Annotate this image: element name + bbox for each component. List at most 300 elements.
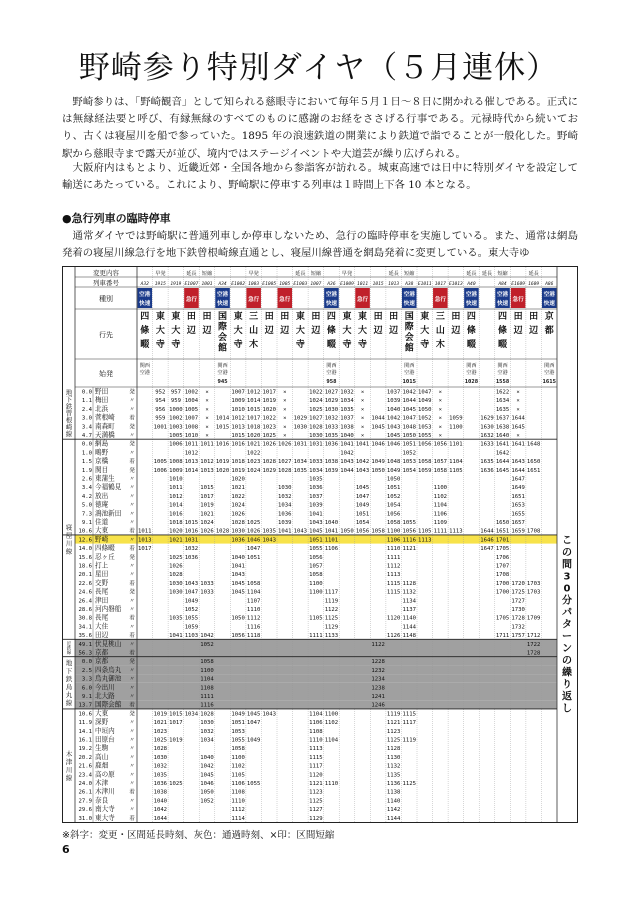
- time-cell: ×: [438, 433, 443, 439]
- time-cell: 1035: [324, 433, 339, 439]
- page-number: 6: [62, 843, 70, 856]
- time-cell: 1022: [246, 450, 261, 457]
- origin-time: 1015: [402, 379, 416, 385]
- pattern-note-char: 間: [562, 559, 572, 571]
- station-code: 着: [129, 633, 135, 640]
- station-km: 1.9: [81, 467, 92, 474]
- time-cell: 1125: [386, 737, 401, 744]
- destination-char: 大: [171, 326, 181, 336]
- station-name: 中垣内: [95, 726, 115, 735]
- time-cell: 1007: [231, 389, 245, 396]
- time-cell: 1040: [153, 798, 168, 805]
- destination-char: 辺: [529, 326, 539, 336]
- time-cell: 1050: [340, 528, 354, 535]
- destination-char: 田: [529, 312, 539, 322]
- station-name: 忍ヶ丘: [95, 552, 115, 561]
- time-cell: 1025: [169, 781, 183, 787]
- change-label: 短縮: [497, 271, 508, 277]
- time-cell: 1757: [511, 633, 525, 640]
- destination-char: 辺: [389, 326, 399, 336]
- train-type-label: 急行: [279, 297, 291, 303]
- station-code: 〃: [129, 694, 135, 700]
- time-cell: 1119: [386, 711, 401, 718]
- time-cell: 1123: [309, 789, 323, 796]
- time-cell: 1028: [153, 746, 168, 753]
- time-cell: 1044: [153, 815, 168, 822]
- time-cell: 1014: [184, 467, 199, 474]
- time-cell: 1110: [246, 607, 261, 613]
- time-cell: 1632: [480, 433, 494, 439]
- time-cell: 1014: [246, 398, 261, 405]
- time-cell: 1028: [262, 459, 276, 466]
- time-cell: 1108: [309, 728, 323, 735]
- time-cell: 1040: [200, 754, 214, 761]
- train-number: 1007: [310, 282, 322, 287]
- time-cell: 1031: [184, 537, 199, 544]
- section-label-char: 木: [65, 749, 73, 758]
- origin-label: 関西: [497, 363, 508, 369]
- time-cell: 1056: [418, 441, 432, 448]
- destination-char: 際: [218, 322, 228, 333]
- time-cell: 1011: [169, 485, 183, 492]
- time-cell: 959: [170, 398, 181, 405]
- train-number: A40: [467, 282, 476, 287]
- station-km: 10.6: [78, 711, 92, 718]
- pattern-note-char: 0: [563, 583, 571, 595]
- time-cell: 1630: [480, 424, 494, 431]
- time-cell: 1105: [231, 772, 245, 779]
- time-cell: 1045: [231, 580, 245, 587]
- time-cell: ×: [438, 424, 443, 431]
- time-cell: 1037: [386, 389, 401, 396]
- time-cell: 1121: [402, 546, 416, 553]
- gray-row: [75, 674, 557, 683]
- time-cell: 1104: [246, 589, 261, 596]
- train-number: A36: [327, 282, 336, 287]
- time-cell: 1012: [184, 450, 199, 457]
- time-cell: 1649: [511, 485, 525, 492]
- section-label-char: 近: [66, 641, 72, 647]
- time-cell: 1135: [386, 772, 401, 779]
- time-cell: 1039: [324, 467, 339, 474]
- origin-label: 関西: [466, 363, 477, 369]
- pattern-note-char: こ: [562, 535, 572, 547]
- time-cell: 1026: [262, 441, 276, 448]
- time-cell: 1047: [402, 415, 416, 422]
- time-cell: 1010: [184, 433, 199, 439]
- time-cell: 1116: [246, 624, 261, 631]
- time-cell: 1032: [153, 763, 168, 770]
- station-km: 20.1: [78, 572, 92, 579]
- time-cell: 1042: [340, 450, 354, 457]
- time-cell: 1051: [355, 511, 370, 518]
- time-cell: 1040: [340, 433, 354, 439]
- station-km: 31.0: [78, 815, 92, 822]
- time-cell: 1036: [324, 441, 339, 448]
- destination-char: 辺: [311, 326, 321, 336]
- time-cell: 1058: [433, 467, 448, 474]
- train-number: A84: [498, 282, 507, 287]
- time-cell: 1122: [371, 641, 385, 648]
- time-cell: 1042: [200, 763, 214, 770]
- section-label-char: 寝: [65, 523, 73, 532]
- station-code: 〃: [129, 798, 135, 805]
- time-cell: 1059: [449, 415, 463, 422]
- station-km: 1.0: [81, 450, 92, 457]
- time-cell: 952: [155, 389, 166, 396]
- destination-char: 辺: [264, 326, 274, 336]
- station-code: 〃: [129, 746, 135, 753]
- train-number: 1013: [388, 282, 400, 287]
- time-cell: 1644: [480, 528, 494, 535]
- station-code: 発: [129, 441, 135, 448]
- time-cell: 1052: [402, 450, 416, 457]
- time-cell: 1641: [495, 441, 510, 448]
- time-cell: 1650: [495, 520, 510, 526]
- section-label-char: 線: [65, 773, 73, 782]
- time-cell: 1104: [324, 737, 339, 744]
- time-cell: 1703: [526, 589, 541, 596]
- station-code: 着: [129, 650, 135, 657]
- station-km: 18.6: [78, 563, 92, 570]
- station-name: 北大路: [95, 692, 115, 700]
- station-km: 34.1: [78, 624, 92, 631]
- time-cell: 1019: [262, 398, 276, 405]
- time-cell: 1034: [293, 459, 308, 466]
- train-type-label: 急行: [248, 297, 260, 303]
- time-cell: ×: [283, 433, 287, 439]
- time-cell: 1651: [526, 467, 541, 474]
- time-cell: 1025: [169, 554, 183, 561]
- time-cell: 1105: [418, 528, 432, 535]
- destination-char: 寺: [420, 340, 430, 350]
- time-cell: 1027: [324, 389, 339, 396]
- time-cell: 1705: [495, 615, 510, 622]
- pattern-note-char: 返: [562, 691, 572, 703]
- time-cell: 1010: [231, 406, 245, 413]
- time-cell: 1140: [386, 798, 401, 805]
- time-cell: ×: [360, 389, 365, 396]
- destination-char: 畷: [466, 340, 476, 350]
- time-cell: 1032: [340, 389, 354, 396]
- station-km: 11.9: [78, 720, 92, 727]
- time-cell: 1651: [511, 493, 525, 500]
- time-cell: 1136: [386, 781, 401, 787]
- time-cell: 1015: [231, 433, 245, 439]
- time-cell: 1645: [511, 424, 525, 431]
- time-cell: 1033: [200, 580, 214, 587]
- time-cell: 1047: [418, 389, 432, 396]
- station-name: 野崎: [95, 535, 109, 544]
- time-cell: 1050: [231, 615, 245, 622]
- time-cell: 1046: [200, 781, 214, 787]
- time-cell: 1045: [402, 406, 416, 413]
- time-cell: 1012: [169, 493, 183, 500]
- time-cell: 1034: [200, 737, 214, 744]
- time-cell: 1034: [340, 398, 354, 405]
- train-number: 1001: [201, 282, 213, 287]
- station-code: 〃: [129, 641, 135, 648]
- time-cell: 1050: [418, 406, 432, 413]
- destination-char: 畷: [326, 340, 336, 350]
- origin-time: 958: [326, 379, 337, 385]
- section-label-char: 地: [65, 388, 73, 397]
- time-cell: 1041: [231, 563, 245, 570]
- time-cell: 1045: [309, 528, 323, 535]
- destination-char: 東: [342, 312, 352, 322]
- station-name: 鴻池新田: [95, 509, 122, 518]
- station-code: 〃: [129, 493, 135, 500]
- section-label-char: 線: [65, 429, 73, 438]
- station-name: 天満橋: [95, 431, 115, 439]
- section-label-char: 曽: [65, 409, 73, 418]
- time-cell: 1629: [480, 415, 494, 422]
- destination-char: 田: [264, 312, 274, 322]
- destination-char: 田: [186, 312, 196, 322]
- time-cell: 1050: [371, 467, 385, 474]
- station-name: 東大寺: [95, 813, 115, 822]
- section-label-char: 鉄: [65, 675, 73, 684]
- time-cell: 1024: [246, 467, 261, 474]
- time-cell: 1056: [433, 441, 448, 448]
- time-cell: 1105: [309, 615, 323, 622]
- station-code: 発: [129, 711, 135, 718]
- station-name: 京橋: [95, 457, 109, 466]
- destination-char: 寺: [358, 340, 368, 350]
- destination-char: 四: [326, 312, 336, 322]
- time-cell: 1118: [246, 633, 261, 640]
- destination-char: 山: [249, 326, 259, 336]
- station-name: 四條畷: [95, 544, 115, 553]
- time-cell: 1117: [402, 720, 416, 727]
- time-cell: 1125: [324, 615, 339, 622]
- time-cell: 1025: [153, 737, 168, 744]
- time-cell: 1054: [386, 502, 401, 509]
- train-type-label: 急行: [512, 297, 524, 303]
- time-cell: 1019: [200, 502, 214, 509]
- time-cell: 1030: [309, 433, 323, 439]
- time-cell: 1116: [402, 537, 416, 544]
- time-cell: 1144: [386, 815, 401, 822]
- time-cell: 1028: [200, 711, 214, 718]
- train-type-label: 快速: [216, 301, 229, 307]
- time-cell: 1032: [324, 415, 339, 422]
- station-name: 大東: [95, 709, 109, 718]
- time-cell: ×: [205, 389, 209, 396]
- time-cell: 1036: [309, 485, 323, 492]
- page-title: 野崎参り特別ダイヤ（５月連休）: [78, 50, 559, 86]
- train-number: 1919: [170, 282, 182, 287]
- station-km: 0.0: [81, 441, 92, 448]
- station-km: 7.3: [81, 511, 92, 518]
- time-cell: 1051: [231, 720, 245, 727]
- time-cell: 1638: [495, 424, 510, 431]
- time-cell: 1104: [433, 502, 448, 509]
- destination-char: 寺: [155, 340, 165, 350]
- section-paragraph: 通常ダイヤでは野崎駅に普通列車しか停車しないため、急行の臨時停車を実施している。また、通常は網島発着の寝屋川線急行を地下鉄曾根崎線直通とし、寝屋川線普通を網島発着に変更している。東大寺ゆ: [62, 230, 578, 260]
- time-cell: 1049: [386, 467, 401, 474]
- time-cell: 1007: [184, 415, 199, 422]
- time-cell: 1043: [231, 572, 245, 579]
- change-label: 早発: [341, 271, 353, 277]
- time-cell: 1633: [480, 441, 494, 448]
- time-cell: 1047: [355, 493, 370, 500]
- time-cell: 1048: [386, 459, 401, 466]
- station-code: 〃: [129, 511, 135, 518]
- station-km: 14.0: [78, 546, 92, 553]
- time-cell: 1042: [153, 807, 168, 814]
- time-cell: 1054: [402, 467, 416, 474]
- train-type-label: 快速: [465, 301, 478, 307]
- time-cell: 1032: [278, 493, 292, 500]
- destination-char: 会: [404, 333, 414, 343]
- time-cell: 1036: [278, 511, 292, 518]
- time-cell: 1707: [495, 563, 510, 570]
- destination-char: 東: [233, 312, 243, 322]
- station-km: 26.4: [78, 598, 92, 605]
- origin-label: 空港: [466, 370, 477, 376]
- destination-char: 田: [311, 312, 321, 322]
- time-cell: 1111: [309, 633, 323, 640]
- destination-char: 大: [233, 326, 243, 336]
- timetable: [62, 266, 578, 823]
- time-cell: 1023: [246, 459, 261, 466]
- station-km: 5.0: [81, 502, 92, 509]
- station-code: 〃: [129, 520, 135, 526]
- time-cell: 1058: [246, 580, 261, 587]
- station-code: 着: [129, 580, 135, 587]
- change-label: 延長: [481, 271, 493, 277]
- time-cell: 1030: [200, 720, 214, 727]
- train-number: E1005: [262, 282, 277, 287]
- station-name: 南大寺: [95, 805, 115, 814]
- pattern-note-char: り: [562, 679, 572, 691]
- time-cell: 957: [170, 389, 181, 396]
- destination-char: 田: [451, 312, 461, 322]
- time-cell: 1637: [495, 415, 510, 422]
- station-code: 発: [129, 389, 135, 396]
- destination-char: 田: [513, 312, 523, 322]
- time-cell: 1106: [433, 511, 448, 518]
- time-cell: 1105: [449, 467, 463, 474]
- time-cell: 1006: [153, 467, 168, 474]
- station-code: 〃: [129, 502, 135, 509]
- pattern-note-char: 3: [563, 571, 571, 583]
- time-cell: 1045: [246, 711, 261, 718]
- time-cell: 1036: [184, 554, 199, 561]
- time-cell: 1238: [371, 685, 385, 692]
- station-name: 住道: [95, 518, 109, 526]
- time-cell: 1028: [309, 424, 323, 431]
- time-cell: 1016: [215, 441, 230, 448]
- destination-char: 東: [295, 312, 305, 322]
- time-cell: 1643: [511, 459, 525, 466]
- time-cell: 1127: [309, 807, 323, 814]
- time-cell: 1025: [262, 433, 276, 439]
- station-name: 星田: [95, 570, 109, 579]
- time-cell: 1011: [200, 441, 214, 448]
- time-cell: 1046: [246, 537, 261, 544]
- section-label-char: 屋: [65, 531, 73, 540]
- time-cell: 1004: [184, 398, 199, 405]
- time-cell: 1043: [309, 520, 323, 526]
- train-number: 1609: [528, 282, 540, 287]
- time-cell: 1057: [309, 563, 323, 570]
- time-cell: 1009: [231, 398, 245, 405]
- time-cell: ×: [438, 406, 443, 413]
- time-cell: 1024: [200, 520, 214, 526]
- time-cell: ×: [438, 415, 443, 422]
- station-km: 9.1: [81, 694, 92, 700]
- station-name: 伏見桃山: [95, 639, 122, 648]
- destination-char: 東: [358, 312, 368, 322]
- time-cell: 1024: [309, 398, 323, 405]
- time-cell: 1706: [495, 554, 510, 561]
- time-cell: 1033: [200, 589, 214, 596]
- gray-row: [75, 683, 557, 692]
- station-km: 19.2: [78, 746, 92, 753]
- time-cell: 1055: [184, 615, 199, 622]
- destination-char: 東: [171, 312, 181, 322]
- time-cell: 1144: [402, 624, 416, 631]
- station-km: 16.1: [78, 737, 92, 744]
- time-cell: 1058: [386, 520, 401, 526]
- station-km: 3.4: [81, 424, 92, 431]
- train-number: 1015: [372, 282, 384, 287]
- time-cell: ×: [438, 398, 443, 405]
- time-cell: ×: [516, 389, 520, 396]
- station-name: 生駒: [95, 744, 109, 753]
- time-cell: 956: [155, 406, 166, 413]
- timetable-grid: [63, 267, 577, 822]
- pattern-note-char: し: [562, 703, 572, 715]
- time-cell: 1015: [246, 406, 261, 413]
- time-cell: 1647: [480, 546, 494, 553]
- time-cell: 1246: [371, 702, 385, 709]
- time-cell: 1142: [386, 807, 401, 814]
- destination-char: 辺: [280, 326, 290, 336]
- origin-label: 関西: [544, 363, 555, 369]
- train-number: 1003: [248, 282, 260, 287]
- origin-label: 空港: [139, 370, 150, 376]
- time-cell: 1134: [402, 598, 416, 605]
- time-cell: 1049: [371, 459, 385, 466]
- section-label-char: 丸: [65, 691, 73, 700]
- destination-char: 大: [295, 326, 305, 336]
- intro-paragraph-2: 大阪府内はもとより、近畿近郊・全国各地から参詣客が訪れる。城東高速では日中に特別ダイヤを設定して輸送にあたっている。これにより、野崎駅に停車する列車は１時間上下各 10 本となる。: [62, 162, 578, 192]
- train-type-label: 空港: [543, 292, 555, 298]
- time-cell: 1100: [324, 711, 339, 718]
- station-km: 2.5: [81, 667, 92, 674]
- time-cell: 1035: [309, 476, 323, 483]
- time-cell: 1056: [355, 528, 370, 535]
- train-type-label: 空港: [139, 292, 151, 298]
- time-cell: 1043: [293, 528, 308, 535]
- time-cell: 1053: [418, 424, 432, 431]
- destination-char: 京: [544, 312, 554, 322]
- time-cell: 1115: [402, 711, 416, 718]
- time-cell: 1651: [495, 528, 510, 535]
- time-cell: 1033: [324, 424, 339, 431]
- destination-char: 館: [404, 343, 414, 354]
- time-cell: 1056: [386, 511, 401, 518]
- destination-char: 畷: [498, 340, 508, 350]
- time-cell: 1106: [386, 537, 401, 544]
- time-cell: 1050: [386, 476, 401, 483]
- time-cell: 1058: [309, 572, 323, 579]
- time-cell: 1113: [418, 537, 432, 544]
- station-name: 今福鶴見: [95, 483, 122, 492]
